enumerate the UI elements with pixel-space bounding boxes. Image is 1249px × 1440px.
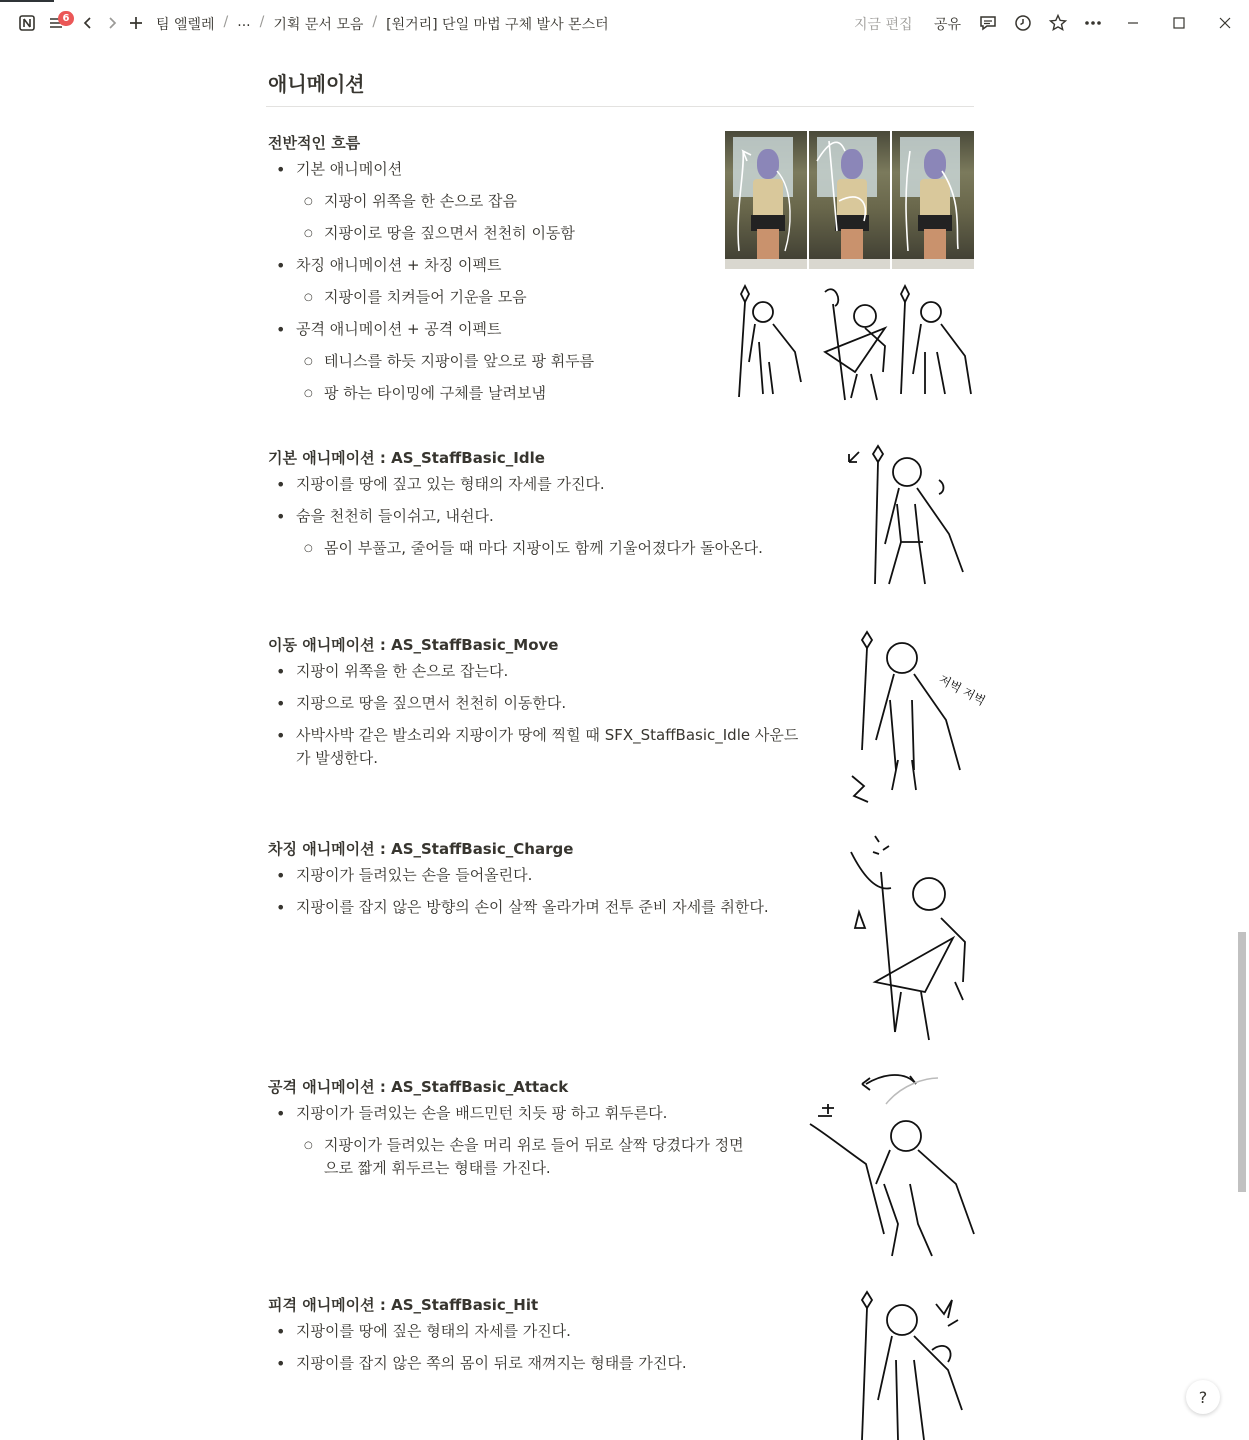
list-item [268, 318, 708, 405]
overview-sketch[interactable] [725, 282, 975, 402]
section-heading-animation: 애니메이션 [268, 72, 365, 96]
move-block [268, 634, 803, 779]
hit-title: 피격 애니메이션 : AS_StaffBasic_Hit [268, 1296, 539, 1314]
list-item: • 지팡이를 잡지 않은 쪽의 몸이 뒤로 재껴지는 형태를 가진다. [268, 1352, 808, 1375]
hit-block [268, 1294, 808, 1384]
list-item-text: 기본 애니메이션 [296, 160, 403, 178]
charge-title: 차징 애니메이션 : AS_StaffBasic_Charge [268, 840, 574, 858]
idle-block [268, 447, 808, 569]
minimize-window-icon[interactable] [1122, 12, 1144, 34]
attack-sketch[interactable] [806, 1074, 976, 1264]
comments-icon[interactable] [977, 12, 999, 34]
heading-divider [266, 106, 974, 107]
list-item: • 지팡이를 땅에 짚은 형태의 자세를 가진다. [268, 1320, 808, 1343]
breadcrumb-separator: / [223, 14, 229, 30]
history-clock-icon[interactable] [1012, 12, 1034, 34]
share-button[interactable]: 공유 [934, 17, 962, 33]
new-page-plus-icon[interactable] [125, 12, 147, 34]
scrollbar-track[interactable] [1235, 46, 1249, 1440]
notification-badge: 6 [58, 11, 74, 26]
breadcrumb-separator: / [372, 14, 378, 30]
list-item: • 지팡이를 땅에 짚고 있는 형태의 자세를 가진다. [268, 473, 808, 496]
favorite-star-icon[interactable] [1047, 12, 1069, 34]
overview-list [268, 158, 708, 405]
list-item [268, 254, 708, 309]
charge-list [268, 864, 798, 919]
list-item-text: 공격 애니메이션 + 공격 이펙트 [296, 320, 502, 338]
list-item: • 지팡으로 땅을 짚으면서 천천히 이동한다. [268, 692, 803, 715]
charge-sketch[interactable] [845, 832, 975, 1046]
hit-list [268, 1320, 808, 1375]
list-item: • 사박사박 같은 발소리와 지팡이가 땅에 찍힐 때 SFX_StaffBasic_Idle 사운드가 발생한다. [268, 724, 803, 770]
sub-list [296, 350, 708, 405]
edited-status: 지금 편집 [854, 17, 913, 33]
sub-list [296, 286, 708, 309]
sub-list-item: ○ 테니스를 하듯 지팡이를 앞으로 팡 휘두름 [296, 350, 708, 373]
breadcrumb-item-team[interactable]: 팀 엘렐레 [156, 17, 215, 33]
help-button[interactable]: ? [1186, 1380, 1220, 1414]
sub-list-item: ○ 지팡이가 들려있는 손을 머리 위로 들어 뒤로 살짝 당겼다가 정면으로 짧게 휘두르는 형태를 가진다. [296, 1134, 748, 1180]
close-window-icon[interactable] [1214, 12, 1236, 34]
sub-list-item: ○ 팡 하는 타이밍에 구체를 날려보냄 [296, 382, 708, 405]
notion-logo-icon[interactable] [16, 12, 38, 34]
move-list [268, 660, 803, 770]
charge-block [268, 838, 798, 928]
move-title: 이동 애니메이션 : AS_StaffBasic_Move [268, 636, 559, 654]
breadcrumb-separator: / [259, 14, 265, 30]
list-item-text: 차징 애니메이션 + 차징 이펙트 [296, 256, 502, 274]
sub-list-item: ○ 지팡이 위쪽을 한 손으로 잡음 [296, 190, 708, 213]
forward-arrow-icon[interactable] [101, 12, 123, 34]
list-item: • 지팡이가 들려있는 손을 들어올린다. [268, 864, 798, 887]
top-bar [0, 0, 1249, 46]
sub-list [296, 537, 808, 560]
breadcrumb-item-planning[interactable]: 기획 문서 모음 [273, 17, 364, 33]
list-item [268, 505, 808, 560]
sub-list-item: ○ 지팡이로 땅을 짚으면서 천천히 이동함 [296, 222, 708, 245]
overview-block [268, 132, 708, 414]
sub-list-item: ○ 지팡이를 치켜들어 기운을 모음 [296, 286, 708, 309]
sub-list [296, 190, 708, 245]
reference-photo [725, 131, 807, 269]
move-sketch[interactable] [842, 630, 988, 808]
breadcrumb-item-current-page[interactable]: [원거리] 단일 마법 구체 발사 몬스터 [386, 17, 609, 33]
list-item [268, 158, 708, 245]
idle-title: 기본 애니메이션 : AS_StaffBasic_Idle [268, 449, 545, 467]
list-item: • 지팡이를 잡지 않은 방향의 손이 살짝 올라가며 전투 준비 자세를 취한다. [268, 896, 798, 919]
active-tab-indicator [0, 0, 54, 2]
attack-list [268, 1102, 748, 1180]
scrollbar-thumb[interactable] [1238, 932, 1246, 1192]
attack-block [268, 1076, 748, 1189]
list-item-text: 지팡이가 들려있는 손을 배드민턴 치듯 팡 하고 휘두른다. [296, 1104, 668, 1122]
reference-photo-strip[interactable] [725, 131, 974, 269]
back-arrow-icon[interactable] [77, 12, 99, 34]
breadcrumb [156, 14, 609, 34]
list-item: • 지팡이 위쪽을 한 손으로 잡는다. [268, 660, 803, 683]
hit-sketch[interactable] [848, 1290, 973, 1440]
sub-list-item: ○ 몸이 부풀고, 줄어들 때 마다 지팡이도 함께 기울어졌다가 돌아온다. [296, 537, 808, 560]
more-options-icon[interactable] [1082, 12, 1104, 34]
idle-sketch[interactable] [845, 444, 970, 586]
list-item [268, 1102, 748, 1180]
overview-title: 전반적인 흐름 [268, 134, 361, 152]
reference-photo [809, 131, 891, 269]
sub-list [296, 1134, 748, 1180]
sketch-footstep-text: 저벅 저벅 [936, 672, 988, 709]
reference-photo [892, 131, 974, 269]
idle-list [268, 473, 808, 560]
list-item-text: 숨을 천천히 들이쉬고, 내쉰다. [296, 507, 494, 525]
maximize-window-icon[interactable] [1168, 12, 1190, 34]
attack-title: 공격 애니메이션 : AS_StaffBasic_Attack [268, 1078, 569, 1096]
breadcrumb-item-ellipsis[interactable]: ... [237, 14, 251, 30]
